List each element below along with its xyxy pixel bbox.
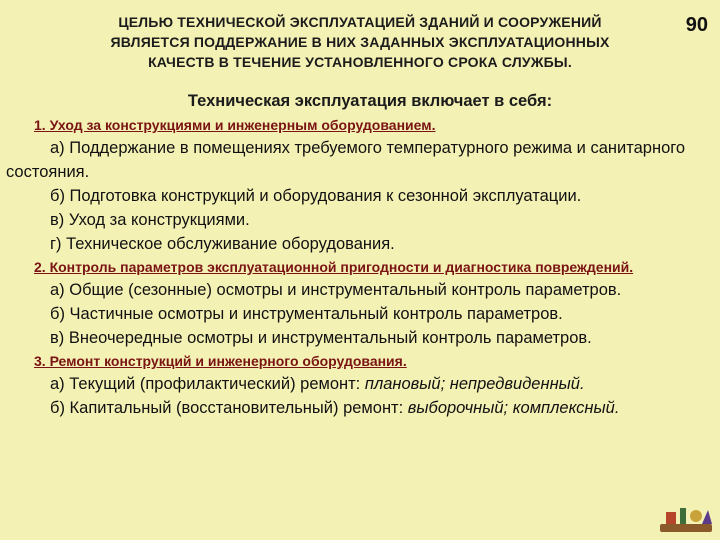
list-item: а) Поддержание в помещениях требуемого температурного режима и санитарного состояния.	[6, 139, 686, 181]
section-title-control: 2. Контроль параметров эксплуатационной пригодности и диагностика повреждений.	[34, 259, 634, 275]
heading-line-2: ЯВЛЯЕТСЯ ПОДДЕРЖАНИЕ В НИХ ЗАДАННЫХ ЭКСПЛУАТАЦИОННЫХ	[110, 34, 610, 50]
item-text: а) Текущий (профилактический) ремонт:	[50, 375, 365, 393]
list-item	[6, 396, 710, 420]
heading-line-1: ЦЕЛЬЮ ТЕХНИЧЕСКОЙ ЭКСПЛУАТАЦИЕЙ ЗДАНИЙ И СООРУЖЕНИЙ	[118, 14, 602, 30]
section-title-repair: 3. Ремонт конструкций и инженерного оборудования.	[34, 353, 407, 369]
slide-heading	[40, 12, 680, 72]
list-item: в) Внеочередные осмотры и инструментальный контроль параметров.	[50, 329, 592, 347]
intro-text: Техническая эксплуатация включает в себя:	[187, 92, 553, 110]
list-item: б) Подготовка конструкций и оборудования к сезонной эксплуатации.	[50, 187, 582, 205]
crafts-logo-icon	[658, 504, 714, 534]
item-text: б) Капитальный (восстановительный) ремонт:	[50, 399, 408, 417]
list-item: в) Уход за конструкциями.	[50, 211, 250, 229]
item-emphasis: плановый; непредвиденный.	[364, 375, 585, 393]
section-title-care: 1. Уход за конструкциями и инженерным оборудованием.	[34, 117, 436, 133]
page-number: 90	[685, 14, 708, 36]
heading-line-3: КАЧЕСТВ В ТЕЧЕНИЕ УСТАНОВЛЕННОГО СРОКА СЛУЖБЫ.	[148, 54, 572, 70]
list-item: а) Общие (сезонные) осмотры и инструментальный контроль параметров.	[50, 281, 622, 299]
item-emphasis: выборочный; комплексный.	[407, 399, 620, 417]
list-item: б) Частичные осмотры и инструментальный контроль параметров.	[50, 305, 563, 323]
list-item	[6, 372, 710, 396]
content	[6, 114, 710, 420]
list-item: г) Техническое обслуживание оборудования.	[50, 235, 395, 253]
